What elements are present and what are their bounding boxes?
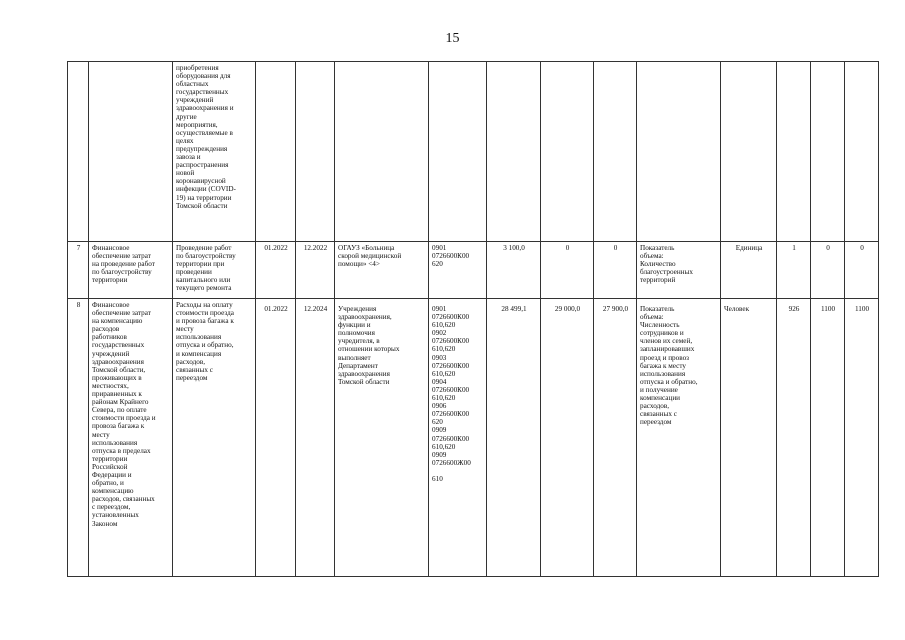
finance-year-1 — [487, 62, 541, 242]
measure-name: Финансовое обеспечение затрат на компенсацию расходов работников государственных учреждений здравоохранения Томской области, проживающих в местностях, приравненных к районам Крайнего Севера, по оплате стоимости проезда и провоза багажа к месту использования отпуска в пределах территории Российской Федерации и обратно, и компенсацию расходов, связанных с переездом, установленных Законом — [89, 299, 173, 577]
executor: ОГАУЗ «Больница скорой медицинской помощи» <4> — [335, 242, 429, 299]
budget-codes: 0901 0726600К00 620 — [429, 242, 487, 299]
measure-description: Проведение работ по благоустройству территории при проведении капитального или текущего ремонта — [173, 242, 256, 299]
start-date: 01.2022 — [256, 299, 296, 577]
indicator-year-2 — [811, 62, 845, 242]
measure-name: Финансовое обеспечение затрат на проведение работ по благоустройству территории — [89, 242, 173, 299]
indicator-year-1 — [777, 62, 811, 242]
end-date: 12.2024 — [296, 299, 335, 577]
end-date: 12.2022 — [296, 242, 335, 299]
finance-year-1: 28 499,1 — [487, 299, 541, 577]
finance-year-2: 0 — [541, 242, 594, 299]
indicator-name: Показатель объема: Количество благоустроенных территорий — [637, 242, 721, 299]
table-row — [68, 242, 879, 299]
indicator-year-2: 0 — [811, 242, 845, 299]
program-table — [67, 61, 879, 577]
finance-year-3 — [594, 62, 637, 242]
finance-year-1: 3 100,0 — [487, 242, 541, 299]
finance-year-2: 29 000,0 — [541, 299, 594, 577]
executor — [335, 62, 429, 242]
row-index: 7 — [68, 242, 89, 299]
table-row — [68, 62, 879, 242]
finance-year-2 — [541, 62, 594, 242]
end-date — [296, 62, 335, 242]
measure-description: приобретения оборудования для областных государственных учреждений здравоохранения и другие мероприятия, осуществляемые в целях предупреждения завоза и распространения новой коронавирусной инфекции (COVID- 19) на территории Томской области — [173, 62, 256, 242]
indicator-year-3 — [845, 62, 879, 242]
indicator-unit: Человек — [721, 299, 777, 577]
measure-description: Расходы на оплату стоимости проезда и провоза багажа к месту использования отпуска и обратно, и компенсация расходов, связанных с переездом — [173, 299, 256, 577]
budget-codes — [429, 62, 487, 242]
row-index: 8 — [68, 299, 89, 577]
indicator-unit — [721, 62, 777, 242]
indicator-year-3: 0 — [845, 242, 879, 299]
indicator-name — [637, 62, 721, 242]
indicator-unit: Единица — [721, 242, 777, 299]
indicator-year-2: 1100 — [811, 299, 845, 577]
start-date — [256, 62, 296, 242]
indicator-year-1: 1 — [777, 242, 811, 299]
indicator-year-3: 1100 — [845, 299, 879, 577]
indicator-year-1: 926 — [777, 299, 811, 577]
finance-year-3: 0 — [594, 242, 637, 299]
budget-codes: 0901 0726600К00 610,620 0902 0726600К00 610,620 0903 0726600К00 610,620 0904 0726600К00 610,620 0906 0726600К00 620 0909 0726600К00 610,620 0909 0726600Ж00 610 — [429, 299, 487, 577]
executor: Учреждения здравоохранения, функции и полномочия учредителя, в отношении которых выполняет Департамент здравоохранения Томской области — [335, 299, 429, 577]
table-row — [68, 299, 879, 577]
row-index — [68, 62, 89, 242]
indicator-name: Показатель объема: Численность сотрудников и членов их семей, запланировавших проезд и провоз багажа к месту использования отпуска и обратно, и получение компенсации расходов, связанных с переездом — [637, 299, 721, 577]
page-number: 15 — [445, 31, 460, 46]
measure-name — [89, 62, 173, 242]
start-date: 01.2022 — [256, 242, 296, 299]
finance-year-3: 27 900,0 — [594, 299, 637, 577]
